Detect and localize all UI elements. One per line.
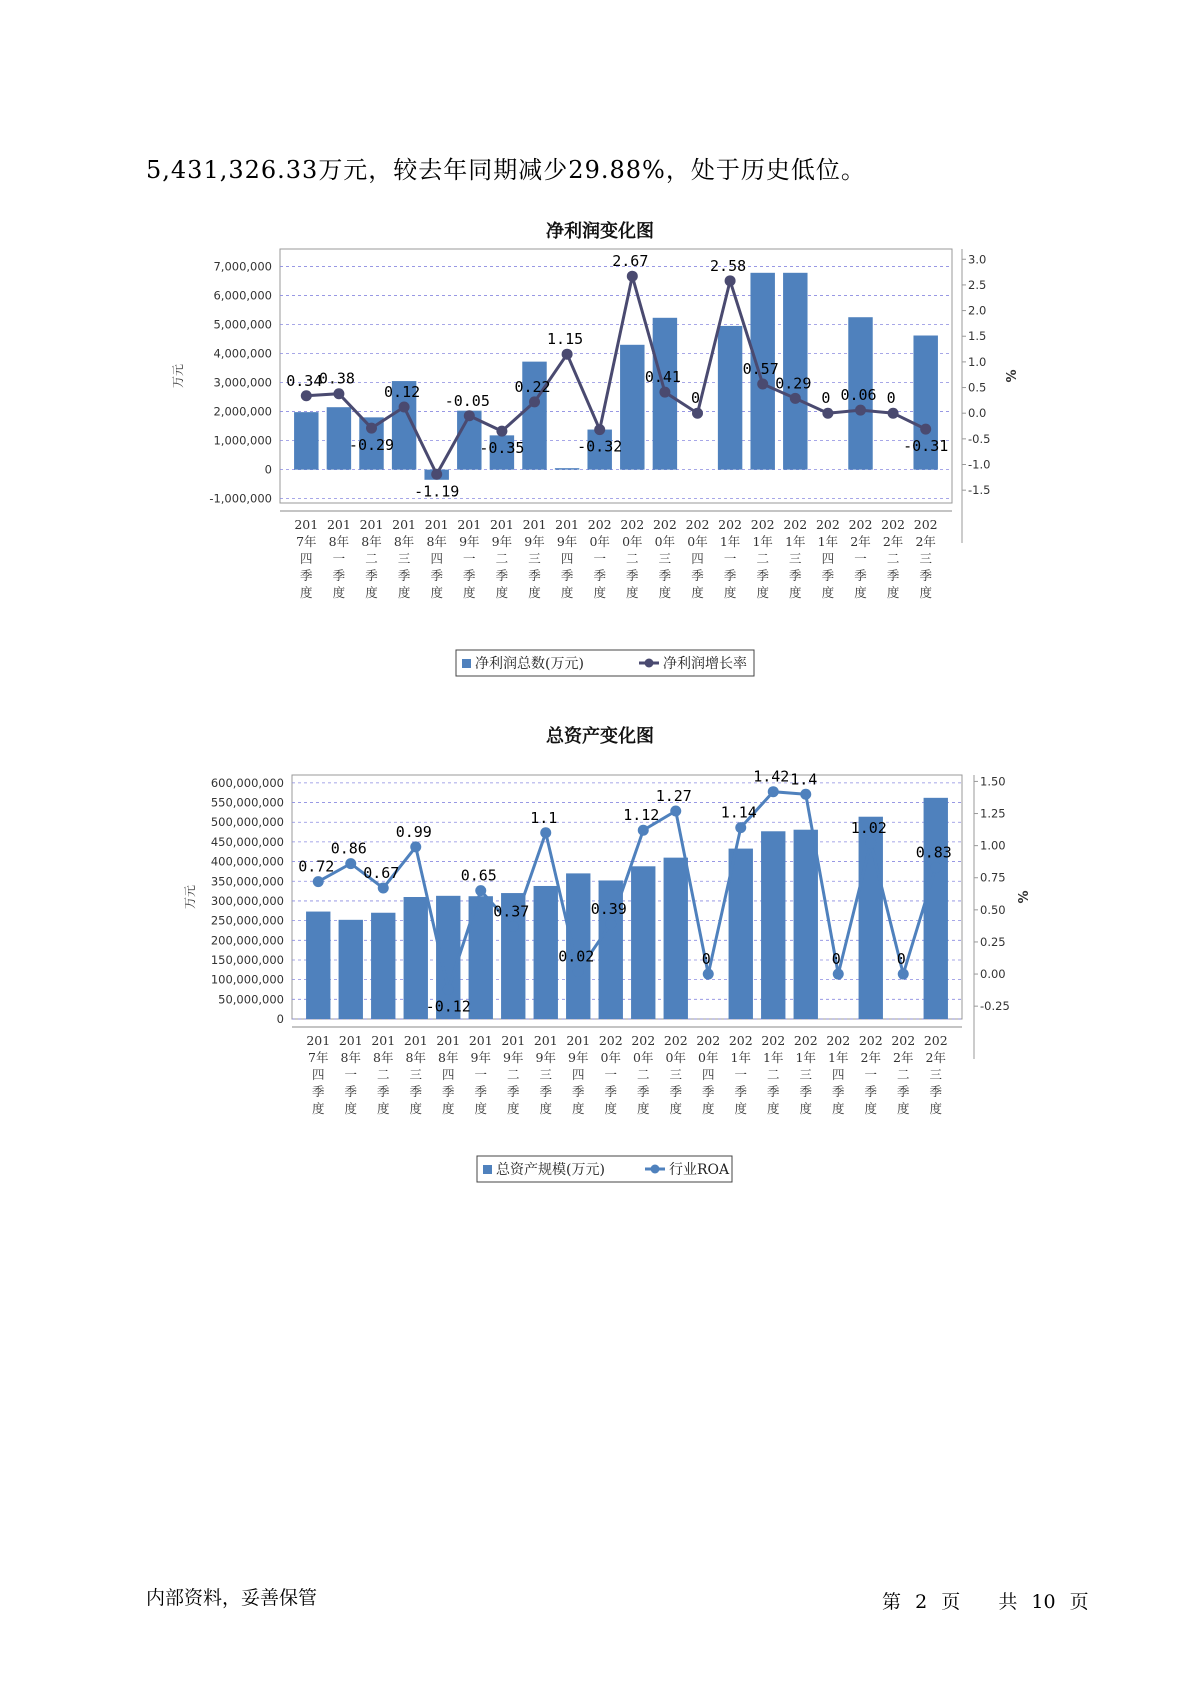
line-point xyxy=(301,390,312,401)
x-tick-label: 202 2年二季度 xyxy=(891,1033,916,1116)
y-tick-label: 2,000,000 xyxy=(213,404,272,419)
net-profit-chart xyxy=(0,215,1191,685)
line-point xyxy=(464,410,475,421)
total-assets-chart xyxy=(0,715,1191,1185)
x-tick-label: 202 1年四季度 xyxy=(815,517,840,600)
bar xyxy=(761,831,785,1019)
line-point xyxy=(659,387,670,398)
line-point xyxy=(410,841,421,852)
x-tick-label: 201 7年四季度 xyxy=(294,517,319,600)
bar xyxy=(718,326,742,470)
y-tick-label: 0 xyxy=(276,1012,284,1026)
x-tick-label: 201 7年四季度 xyxy=(306,1033,331,1116)
line-point xyxy=(670,805,681,816)
x-tick-label: 202 2年三季度 xyxy=(923,1033,948,1116)
y-tick-label: 400,000,000 xyxy=(210,854,284,869)
data-label: 0.83 xyxy=(915,843,952,862)
bar xyxy=(294,412,318,469)
x-tick-label: 202 1年一季度 xyxy=(718,517,743,600)
x-tick-label: 202 1年三季度 xyxy=(793,1033,818,1116)
x-tick-label: 201 8年四季度 xyxy=(424,517,449,600)
x-tick-label: 201 9年一季度 xyxy=(457,517,482,600)
y-tick-label: 600,000,000 xyxy=(210,775,284,790)
page-label-pre: 第 xyxy=(882,1591,902,1613)
line-point xyxy=(366,423,377,434)
x-tick-label: 202 2年一季度 xyxy=(858,1033,883,1116)
data-label: 2.67 xyxy=(612,252,649,271)
y2-tick-label: 1.50 xyxy=(980,774,1006,789)
y-tick-label: 150,000,000 xyxy=(210,952,284,967)
x-tick-label: 202 0年三季度 xyxy=(652,517,677,600)
legend-bar-label: 总资产规模(万元) xyxy=(496,1162,605,1178)
y2-tick-label: 1.0 xyxy=(968,354,987,369)
line-point xyxy=(443,984,454,995)
y2-tick-label: -1.5 xyxy=(968,483,991,498)
y-tick-label: 500,000,000 xyxy=(210,815,284,830)
y-tick-label: -1,000,000 xyxy=(209,491,272,506)
y-tick-label: 1,000,000 xyxy=(213,433,272,448)
y-tick-label: 550,000,000 xyxy=(210,795,284,810)
y-axis-label: 万元 xyxy=(183,884,197,910)
x-tick-label: 202 0年四季度 xyxy=(696,1033,721,1116)
data-label: 0.38 xyxy=(318,369,355,388)
total-label-pre: 共 xyxy=(998,1591,1018,1613)
data-label: 1.14 xyxy=(720,803,757,822)
bar xyxy=(327,407,351,469)
bar xyxy=(729,849,753,1019)
line-point xyxy=(345,858,356,869)
total-pages: 10 xyxy=(1031,1591,1056,1613)
line-point xyxy=(930,862,941,873)
line-point xyxy=(703,969,714,980)
x-tick-label: 202 1年二季度 xyxy=(761,1033,786,1116)
total-label-post: 页 xyxy=(1069,1591,1089,1613)
data-label: 0.99 xyxy=(395,822,432,841)
data-label: 0 xyxy=(690,389,701,408)
data-label: 0.39 xyxy=(590,899,627,918)
line-point xyxy=(529,396,540,407)
x-tick-label: 202 2年三季度 xyxy=(913,517,938,600)
line-point xyxy=(790,393,801,404)
y2-tick-label: 0.5 xyxy=(968,380,987,395)
bar xyxy=(783,273,807,470)
line-point xyxy=(865,838,876,849)
x-tick-label: 201 8年二季度 xyxy=(371,1033,396,1116)
y-tick-label: 0 xyxy=(264,462,272,477)
data-label: 0 xyxy=(821,389,831,408)
y2-tick-label: -0.5 xyxy=(968,431,991,446)
footer-page-info xyxy=(882,1587,1091,1614)
legend-line-marker xyxy=(645,659,654,668)
data-label: 1.1 xyxy=(530,808,558,827)
bar xyxy=(566,873,590,1019)
line-point xyxy=(800,789,811,800)
line-point xyxy=(627,271,638,282)
y2-tick-label: 2.0 xyxy=(968,303,987,318)
line-point xyxy=(768,786,779,797)
line-point xyxy=(431,469,442,480)
line-point xyxy=(496,426,507,437)
bar xyxy=(371,913,395,1019)
line-point xyxy=(822,408,833,419)
data-label: 0.67 xyxy=(363,864,400,883)
data-label: 1.12 xyxy=(623,806,660,825)
x-tick-label: 202 1年三季度 xyxy=(783,517,808,600)
x-tick-label: 201 9年三季度 xyxy=(522,517,547,600)
y-tick-label: 3,000,000 xyxy=(213,375,272,390)
x-tick-label: 201 9年一季度 xyxy=(468,1033,493,1116)
x-tick-label: 202 1年四季度 xyxy=(826,1033,851,1116)
x-tick-label: 201 8年三季度 xyxy=(403,1033,428,1116)
line-point xyxy=(540,827,551,838)
bar xyxy=(620,345,644,470)
chart-title: 总资产变化图 xyxy=(546,726,654,747)
legend-bar-swatch xyxy=(462,659,471,668)
y2-tick-label: -0.25 xyxy=(980,999,1010,1014)
data-label: 0 xyxy=(896,950,906,969)
x-tick-label: 201 8年三季度 xyxy=(392,517,417,600)
data-label: 0.86 xyxy=(330,839,367,858)
net-profit-chart-svg xyxy=(0,215,1191,685)
x-tick-label: 202 2年二季度 xyxy=(881,517,906,600)
page-number: 2 xyxy=(915,1591,928,1613)
y2-tick-label: 0.0 xyxy=(968,406,987,421)
y2-tick-label: -1.0 xyxy=(968,457,991,472)
x-tick-label: 202 0年四季度 xyxy=(685,517,710,600)
legend-line-label: 行业ROA xyxy=(669,1162,730,1178)
data-label: 0.37 xyxy=(493,902,530,921)
chart-title: 净利润变化图 xyxy=(546,221,654,242)
data-label: 0 xyxy=(886,389,896,408)
y-tick-label: 100,000,000 xyxy=(210,972,284,987)
line-point xyxy=(605,918,616,929)
line-point xyxy=(594,424,605,435)
data-label: 0.57 xyxy=(742,359,779,378)
x-tick-label: 201 8年四季度 xyxy=(436,1033,461,1116)
y2-tick-label: 3.0 xyxy=(968,252,987,267)
x-tick-label: 202 2年一季度 xyxy=(848,517,873,600)
bar xyxy=(339,920,363,1019)
line-point xyxy=(333,388,344,399)
y-tick-label: 450,000,000 xyxy=(210,834,284,849)
x-tick-label: 201 8年二季度 xyxy=(359,517,384,600)
y-tick-label: 50,000,000 xyxy=(218,992,284,1007)
line-point xyxy=(757,378,768,389)
x-tick-label: 201 9年二季度 xyxy=(489,517,514,600)
x-tick-label: 201 8年一季度 xyxy=(326,517,351,600)
line-point xyxy=(735,822,746,833)
y-tick-label: 4,000,000 xyxy=(213,346,272,361)
legend-bar-label: 净利润总数(万元) xyxy=(475,656,584,672)
data-label: 0 xyxy=(831,950,841,969)
line-point xyxy=(313,876,324,887)
data-label: -0.29 xyxy=(348,436,395,455)
line-point xyxy=(855,405,866,416)
y2-tick-label: 1.25 xyxy=(980,806,1006,821)
x-tick-label: 202 0年二季度 xyxy=(620,517,645,600)
bar xyxy=(924,798,948,1019)
y2-axis-label: % xyxy=(1005,369,1020,383)
line-point xyxy=(378,883,389,894)
y2-axis-label: % xyxy=(1017,890,1032,904)
data-label: 0.41 xyxy=(644,368,681,387)
y2-tick-label: 1.00 xyxy=(980,838,1006,853)
line-point xyxy=(562,349,573,360)
data-label: 1.15 xyxy=(547,330,584,349)
x-tick-label: 201 9年四季度 xyxy=(555,517,580,600)
x-tick-label: 202 0年一季度 xyxy=(598,1033,623,1116)
line-point xyxy=(475,885,486,896)
line-point xyxy=(638,825,649,836)
data-label: -1.19 xyxy=(414,482,460,501)
y-tick-label: 7,000,000 xyxy=(213,259,272,274)
data-label: 1.27 xyxy=(655,786,692,805)
data-label: 0.02 xyxy=(558,947,595,966)
data-label: -0.31 xyxy=(903,437,949,456)
body-paragraph: 5,431,326.33万元，较去年同期减少29.88%，处于历史低位。 xyxy=(146,156,866,184)
bar xyxy=(404,897,428,1019)
line-point xyxy=(833,969,844,980)
page-label-mid: 页 xyxy=(941,1591,961,1613)
y2-tick-label: 2.5 xyxy=(968,277,987,292)
x-tick-label: 202 0年三季度 xyxy=(663,1033,688,1116)
line-point xyxy=(888,408,899,419)
data-label: 0.22 xyxy=(514,377,551,396)
y2-tick-label: 0.00 xyxy=(980,967,1006,982)
data-label: -0.12 xyxy=(425,997,471,1016)
data-label: 0.12 xyxy=(384,383,421,402)
data-label: 0.29 xyxy=(775,374,812,393)
x-tick-label: 202 0年一季度 xyxy=(587,517,612,600)
y-tick-label: 6,000,000 xyxy=(213,288,272,303)
y2-tick-label: 0.25 xyxy=(980,934,1006,949)
data-label: 0.34 xyxy=(286,371,323,390)
y2-tick-label: 1.5 xyxy=(968,329,987,344)
data-label: 0.06 xyxy=(840,386,877,405)
y2-tick-label: 0.75 xyxy=(980,870,1006,885)
data-label: -0.32 xyxy=(577,437,623,456)
x-tick-label: 201 9年四季度 xyxy=(566,1033,591,1116)
legend-line-marker xyxy=(651,1165,660,1174)
bar xyxy=(555,468,579,469)
data-label: -0.05 xyxy=(444,391,490,410)
y-tick-label: 5,000,000 xyxy=(213,317,272,332)
y-axis-label: 万元 xyxy=(171,363,185,389)
line-point xyxy=(508,921,519,932)
data-label: 2.58 xyxy=(710,256,747,275)
bar xyxy=(534,886,558,1019)
line-point xyxy=(573,966,584,977)
legend-line-label: 净利润增长率 xyxy=(663,656,747,672)
bar xyxy=(794,830,818,1019)
data-label: 1.42 xyxy=(753,767,790,786)
x-tick-label: 201 9年二季度 xyxy=(501,1033,526,1116)
y-tick-label: 350,000,000 xyxy=(210,874,284,889)
x-tick-label: 202 0年二季度 xyxy=(631,1033,656,1116)
y2-tick-label: 0.50 xyxy=(980,902,1006,917)
line-point xyxy=(692,408,703,419)
data-label: 1.02 xyxy=(850,819,887,838)
data-label: 0.72 xyxy=(298,857,335,876)
data-label: 1.4 xyxy=(790,770,818,789)
line-point xyxy=(725,275,736,286)
line-point xyxy=(898,969,909,980)
data-label: 0.65 xyxy=(460,866,497,885)
bar xyxy=(664,858,688,1019)
legend-bar-swatch xyxy=(483,1165,492,1174)
x-tick-label: 202 1年一季度 xyxy=(728,1033,753,1116)
bar xyxy=(631,866,655,1019)
x-tick-label: 201 9年三季度 xyxy=(533,1033,558,1116)
total-assets-chart-svg xyxy=(0,715,1191,1185)
data-label: -0.35 xyxy=(479,439,525,458)
data-label: 0 xyxy=(701,950,711,969)
line-point xyxy=(399,402,410,413)
bar xyxy=(306,912,330,1019)
x-tick-label: 202 1年二季度 xyxy=(750,517,775,600)
x-tick-label: 201 8年一季度 xyxy=(338,1033,363,1116)
footer-confidential-note: 内部资料，妥善保管 xyxy=(146,1587,318,1609)
line-point xyxy=(920,424,931,435)
y-tick-label: 200,000,000 xyxy=(210,933,284,948)
y-tick-label: 300,000,000 xyxy=(210,893,284,908)
y-tick-label: 250,000,000 xyxy=(210,913,284,928)
